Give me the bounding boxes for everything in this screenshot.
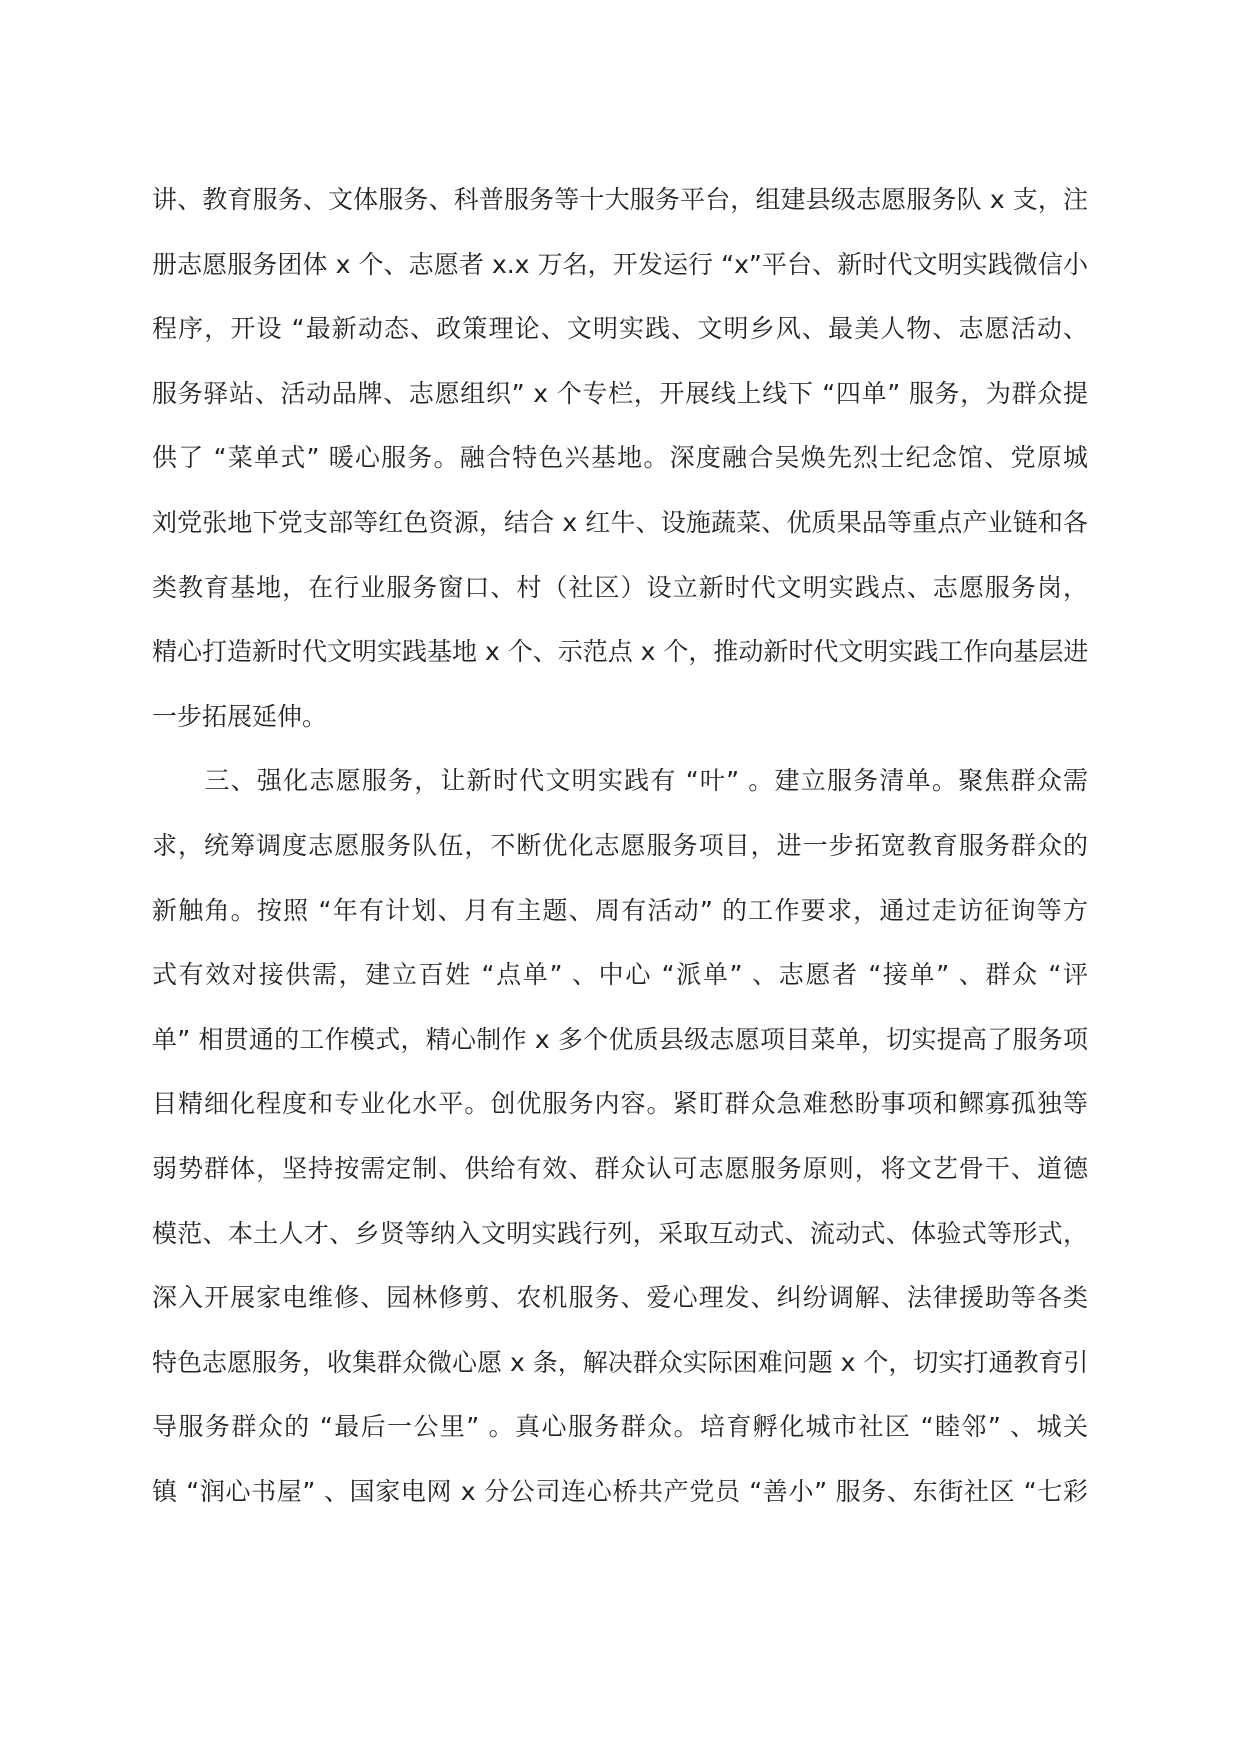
text-line: 特色志愿服务，收集群众微心愿 x 条，解决群众实际困难问题 x 个，切实打通教育引 <box>152 1347 1089 1377</box>
text-line: 类教育基地，在行业服务窗口、村（社区）设立新时代文明实践点、志愿服务岗， <box>152 572 1088 602</box>
text-line: 刘党张地下党支部等红色资源，结合 x 红牛、设施蔬菜、优质果品等重点产业链和各 <box>152 507 1088 537</box>
text-line: 服务驿站、活动品牌、志愿组织” x 个专栏，开展线上线下 “四单” 服务，为群众提 <box>152 378 1088 408</box>
text-line: 镇 “润心书屋” 、国家电网 x 分公司连心桥共产党员 “善小” 服务、东街社区 “七彩 <box>152 1476 1088 1506</box>
text-line: 一步拓展延伸。 <box>152 701 328 731</box>
text-line: 单” 相贯通的工作模式，精心制作 x 多个优质县级志愿项目菜单，切实提高了服务项 <box>152 1024 1088 1054</box>
text-line: 求，统筹调度志愿服务队伍，不断优化志愿服务项目，进一步拓宽教育服务群众的 <box>152 830 1088 860</box>
text-line: 册志愿服务团体 x 个、志愿者 x.x 万名，开发运行 “x”平台、新时代文明实践微信小 <box>152 249 1088 279</box>
text-line: 模范、本土人才、乡贤等纳入文明实践行列，采取互动式、流动式、体验式等形式， <box>152 1218 1088 1248</box>
text-line: 导服务群众的 “最后一公里” 。真心服务群众。培育孵化城市社区 “睦邻” 、城关 <box>152 1412 1088 1442</box>
text-line: 程序，开设 “最新动态、政策理论、文明实践、文明乡风、最美人物、志愿活动、 <box>152 314 1088 344</box>
text-line: 式有效对接供需，建立百姓 “点单” 、中心 “派单” 、志愿者 “接单” 、群众 “评 <box>152 960 1088 990</box>
text-line: 新触角。按照 “年有计划、月有主题、周有活动” 的工作要求，通过走访征询等方 <box>152 895 1088 925</box>
body-text <box>152 185 1089 1546</box>
text-line: 深入开展家电维修、园林修剪、农机服务、爱心理发、纠纷调解、法律援助等各类 <box>152 1283 1088 1313</box>
text-line: 精心打造新时代文明实践基地 x 个、示范点 x 个，推动新时代文明实践工作向基层进 <box>152 637 1089 667</box>
text-line: 弱势群体，坚持按需定制、供给有效、群众认可志愿服务原则，将文艺骨干、道德 <box>152 1153 1088 1183</box>
text-line: 供了 “菜单式” 暖心服务。融合特色兴基地。深度融合吴焕先烈士纪念馆、党原城 <box>152 443 1088 473</box>
text-line: 目精细化程度和专业化水平。创优服务内容。紧盯群众急难愁盼事项和鳏寡孤独等 <box>152 1089 1088 1119</box>
text-line: 讲、教育服务、文体服务、科普服务等十大服务平台，组建县级志愿服务队 x 支，注 <box>152 185 1088 214</box>
text-line: 三、强化志愿服务，让新时代文明实践有 “叶” 。建立服务清单。聚焦群众需 <box>152 766 1088 796</box>
